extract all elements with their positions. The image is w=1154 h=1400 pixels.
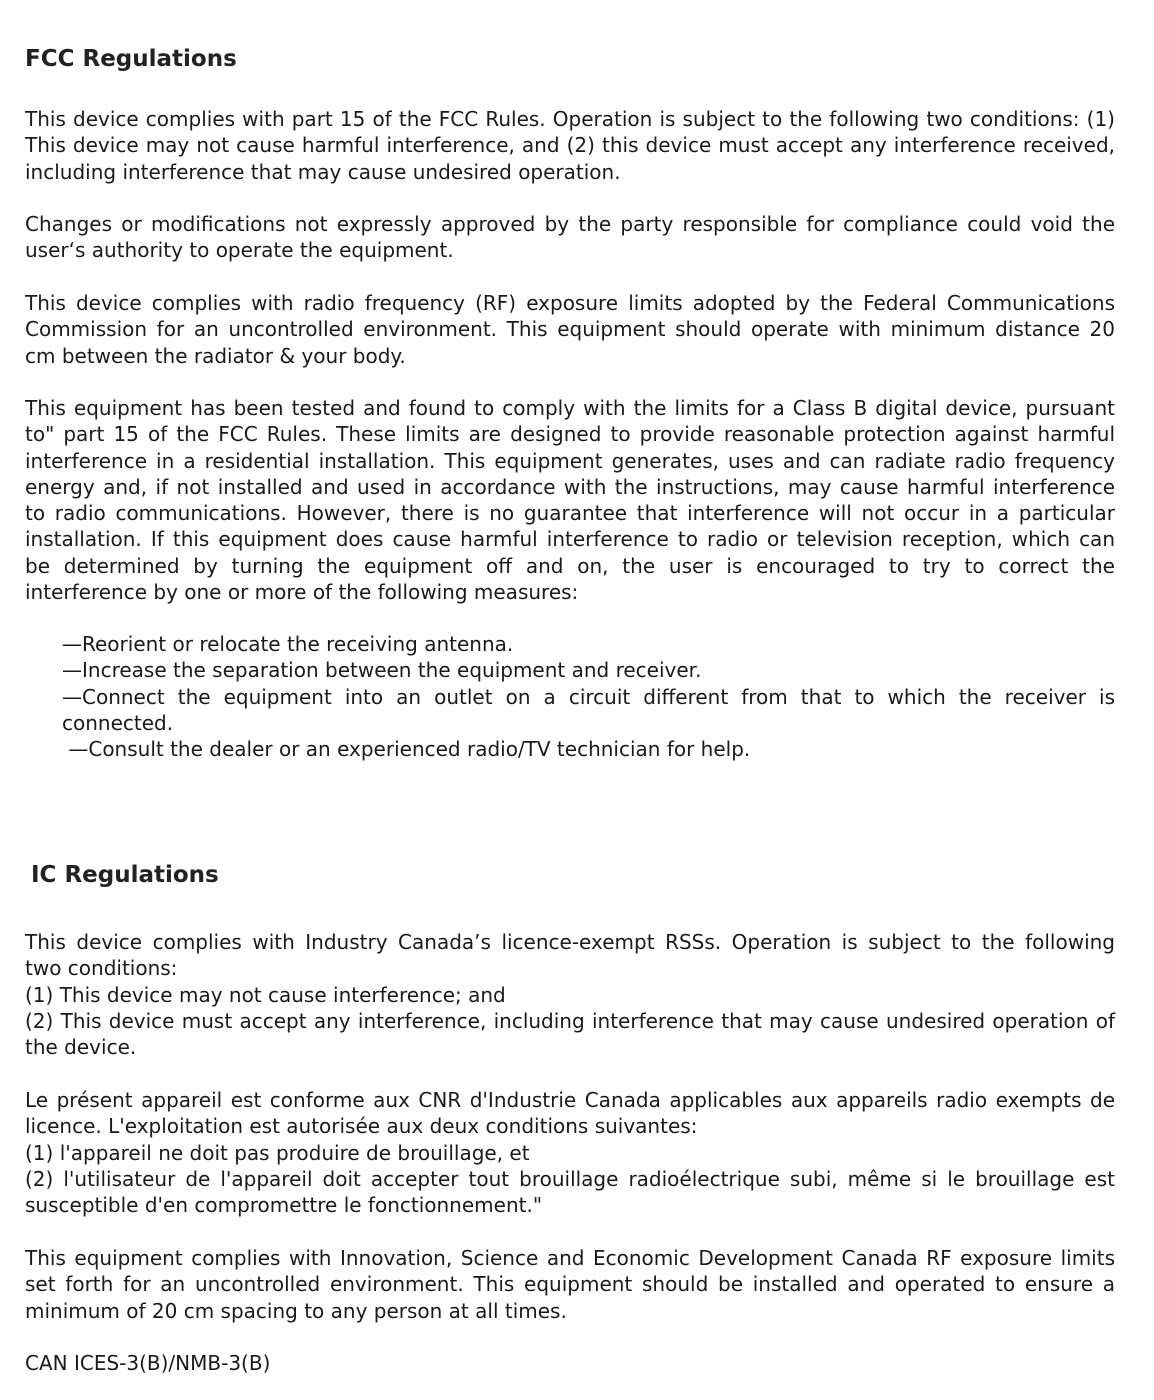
- text-line: including interference that may cause undesired operation.: [25, 159, 621, 184]
- ic-paragraph-3: [25, 1245, 1115, 1324]
- list-item: [62, 710, 1115, 736]
- fcc-paragraph-3: [25, 290, 1115, 369]
- text-line: user‘s authority to operate the equipment.: [25, 238, 454, 263]
- fcc-paragraph-2: [25, 211, 1115, 264]
- text-line: (2) l'utilisateur de l'appareil doit accepter tout brouillage radioélectrique subi, même si le brouillage est: [25, 1166, 1115, 1191]
- list-item: [62, 684, 1115, 710]
- list-item: [62, 657, 1115, 683]
- list-item-text: —Reorient or relocate the receiving antenna.: [62, 632, 514, 656]
- text-line: (1) This device may not cause interference; and: [25, 982, 506, 1007]
- fcc-measures-list: [62, 631, 1115, 762]
- text-line: This equipment has been tested and found to comply with the limits for a Class B digital device, pursuant: [25, 396, 1115, 420]
- text-line: This device complies with Industry Canada’s licence-exempt RSSs. Operation is subject to the following: [25, 930, 1115, 954]
- text-line: (2) This device must accept any interference, including interference that may cause undesired operation of: [25, 1008, 1115, 1033]
- text-line: This device may not cause harmful interference, and (2) this device must accept any interference received,: [25, 133, 1115, 158]
- ic-paragraph-2-french: [25, 1087, 1115, 1218]
- ic-paragraph-1: [25, 929, 1115, 1060]
- text-line: set forth for an uncontrolled environment. This equipment should be installed and operated to ensure a: [25, 1272, 1115, 1297]
- text-line: Le présent appareil est conforme aux CNR d'Industrie Canada applicables aux appareils radio exempts de: [25, 1088, 1115, 1112]
- text-line: susceptible d'en compromettre le fonctionnement.": [25, 1193, 543, 1218]
- list-item-text: connected.: [62, 710, 174, 735]
- text-line: installation. If this equipment does cause harmful interference to radio or television reception, which can: [25, 527, 1115, 552]
- text-line: to" part 15 of the FCC Rules. These limits are designed to provide reasonable protection against harmful: [25, 422, 1115, 447]
- ices-compliance-label: CAN ICES-3(B)/NMB-3(B): [25, 1351, 271, 1375]
- list-item: [62, 736, 1115, 762]
- ic-heading: IC Regulations: [31, 862, 219, 888]
- text-line: energy and, if not installed and used in accordance with the instructions, may cause harmful interference: [25, 474, 1115, 499]
- text-line: This device complies with radio frequency (RF) exposure limits adopted by the Federal Communications: [25, 291, 1115, 315]
- text-line: be determined by turning the equipment off and on, the user is encouraged to try to correct the: [25, 553, 1115, 578]
- text-line: This equipment complies with Innovation, Science and Economic Development Canada RF exposure limits: [25, 1246, 1115, 1270]
- fcc-paragraph-4: [25, 395, 1115, 605]
- text-line: minimum of 20 cm spacing to any person at all times.: [25, 1298, 567, 1323]
- text-line: (1) l'appareil ne doit pas produire de brouillage, et: [25, 1140, 530, 1165]
- text-line: the device.: [25, 1035, 137, 1060]
- text-line: This device complies with part 15 of the FCC Rules. Operation is subject to the following two conditions: (1): [25, 107, 1115, 131]
- text-line: interference in a residential installation. This equipment generates, uses and can radiate radio frequency: [25, 448, 1115, 473]
- fcc-paragraph-1: [25, 106, 1115, 185]
- list-item-text: —Consult the dealer or an experienced radio/TV technician for help.: [62, 737, 751, 762]
- list-item-text: —Increase the separation between the equipment and receiver.: [62, 658, 702, 683]
- text-line: cm between the radiator & your body.: [25, 343, 406, 368]
- list-item: [62, 631, 1115, 657]
- text-line: to radio communications. However, there is no guarantee that interference will not occur in a particular: [25, 501, 1115, 526]
- text-line: Changes or modifications not expressly approved by the party responsible for compliance could void the: [25, 212, 1115, 236]
- text-line: two conditions:: [25, 956, 178, 981]
- fcc-heading: FCC Regulations: [25, 46, 237, 72]
- text-line: Commission for an uncontrolled environment. This equipment should operate with minimum distance 20: [25, 317, 1115, 342]
- list-item-text: —Connect the equipment into an outlet on a circuit different from that to which the receiver is: [62, 684, 1115, 709]
- text-line: licence. L'exploitation est autorisée aux deux conditions suivantes:: [25, 1114, 698, 1139]
- text-line: interference by one or more of the following measures:: [25, 580, 579, 605]
